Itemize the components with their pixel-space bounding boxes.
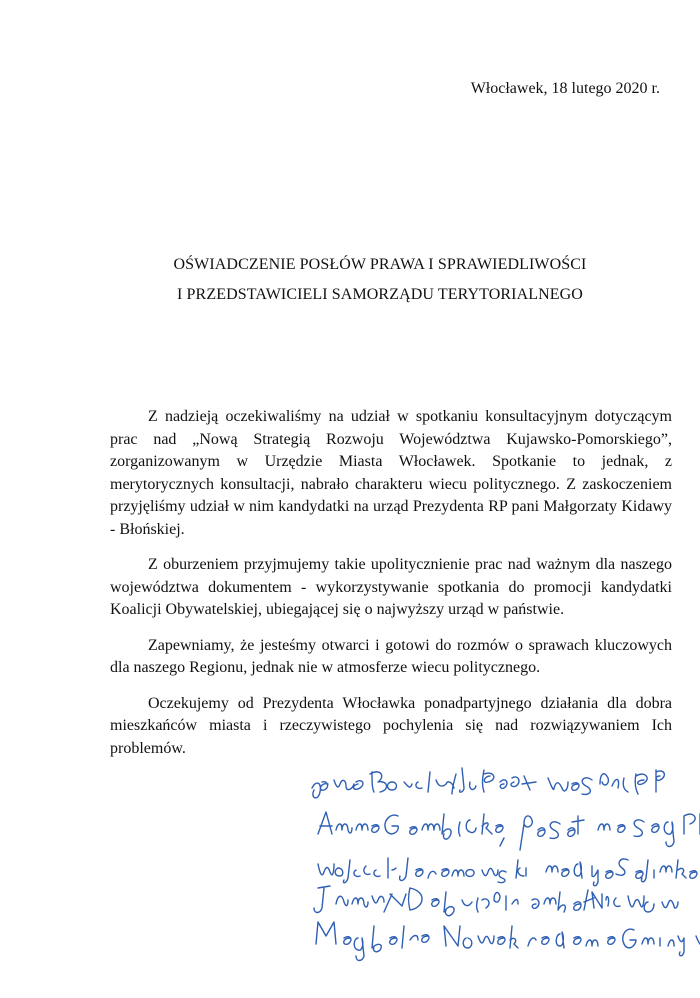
title-line-1: OŚWIADCZENIE POSŁÓW PRAWA I SPRAWIEDLIWOŚCI	[173, 256, 587, 273]
body-paragraph-2: Z oburzeniem przyjmujemy takie upolitycznienie prac nad ważnym dla naszego województwa dokumentem - wykorzystywanie spotkania do promocji kandydatki Koalicji Obywatelskiej, ubiegającej się o najwyższy urząd w państwie.	[110, 556, 672, 618]
body-paragraph-1: Z nadzieją oczekiwaliśmy na udział w spotkaniu konsultacyjnym dotyczącym prac nad „Nową Strategią Rozwoju Województwa Kujawsko-Pomorskiego”, zorganizowanym w Urzędzie Miasta Włocławek. Spotkanie to jednak, z merytorycznych konsultacji, nabrało charakteru wiecu politycznego. Z zaskoczeniem przyjęliśmy udział w nim kandydatki na urząd Prezydenta RP pani Małgorzaty Kidawy - Błońskiej.	[110, 408, 672, 538]
statement-title	[110, 250, 650, 310]
signature-5	[316, 922, 700, 961]
statement-body	[110, 406, 672, 773]
signature-3	[318, 858, 697, 886]
signature-4	[314, 886, 678, 916]
date-line: Włocławek, 18 lutego 2020 r.	[470, 80, 660, 97]
signatures-block	[0, 760, 700, 998]
signature-1	[312, 768, 664, 798]
title-line-2: I PRZEDSTAWICIELI SAMORZĄDU TERYTORIALNEGO	[177, 286, 583, 303]
body-paragraph-3: Zapewniamy, że jesteśmy otwarci i gotowi do rozmów o sprawach kluczowych dla naszego Regionu, jednak nie w atmosferze wiecu politycznego.	[110, 636, 672, 676]
signature-2	[318, 812, 700, 850]
body-paragraph-4: Oczekujemy od Prezydenta Włocławka ponadpartyjnego działania dla dobra mieszkańców miasta i rzeczywistego pochylenia się nad rozwiązywaniem Ich problemów.	[110, 694, 672, 757]
handwritten-signatures	[0, 760, 700, 998]
